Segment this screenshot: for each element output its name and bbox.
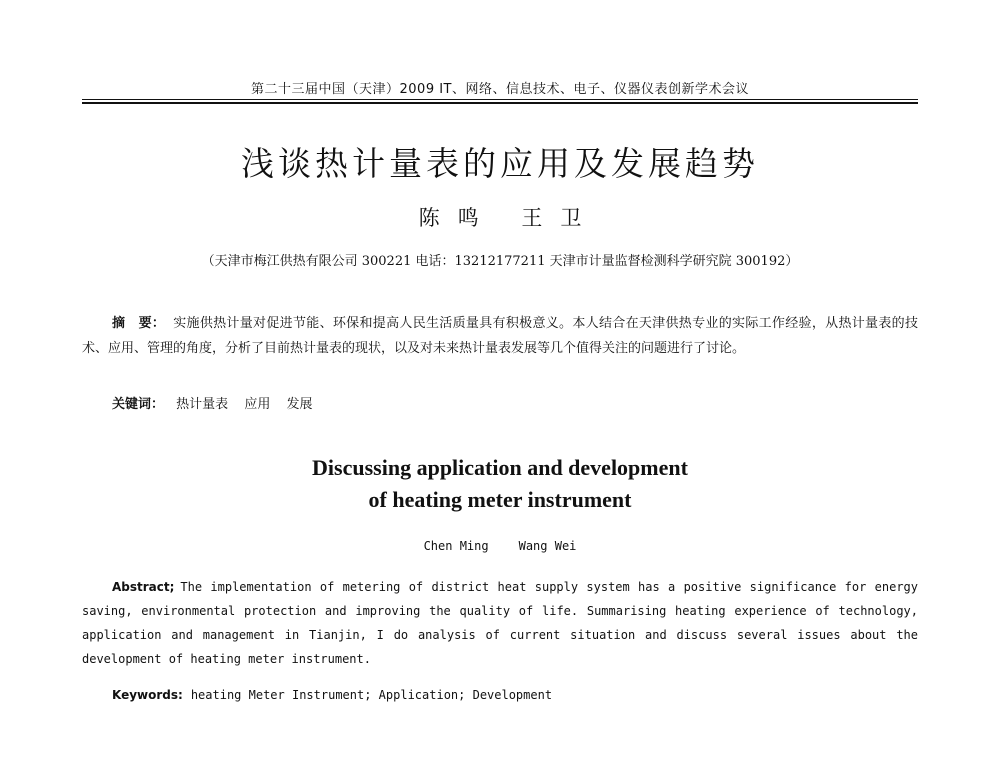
conference-header: 第二十三届中国（天津）2009 IT、网络、信息技术、电子、仪器仪表创新学术会议 bbox=[251, 82, 749, 97]
chinese-affiliation: （天津市梅江供热有限公司 300221 电话：13212177211 天津市计量监督检测科学研究院 300192） bbox=[201, 254, 799, 269]
header-rule-thin bbox=[82, 99, 918, 100]
english-keywords-label: Keywords: bbox=[112, 688, 183, 702]
chinese-keyword: 发展 bbox=[286, 397, 313, 412]
chinese-keywords-label: 关键词： bbox=[112, 397, 165, 412]
english-abstract-text: The implementation of metering of district heat supply system has a positive significance for energy saving, environmental protection and improving the quality of life. Summarising heating experience of technology, application and management in Tianjin, I do analysis of current situation and discuss several issues about the development of heating meter instrument. bbox=[82, 580, 918, 666]
english-abstract bbox=[82, 575, 918, 671]
english-author: Chen Ming bbox=[423, 539, 489, 553]
english-title-line-1: Discussing application and development bbox=[312, 455, 688, 480]
header-rule-thick bbox=[82, 102, 918, 104]
english-author: Wang Wei bbox=[518, 539, 577, 553]
chinese-title: 浅谈热计量表的应用及发展趋势 bbox=[241, 144, 759, 183]
english-title bbox=[0, 452, 1000, 516]
english-keywords-text: heating Meter Instrument; Application; Development bbox=[190, 688, 553, 702]
chinese-authors: 陈鸣 王卫 bbox=[418, 206, 600, 230]
chinese-abstract bbox=[82, 311, 918, 361]
chinese-keywords bbox=[112, 393, 324, 412]
chinese-abstract-label: 摘 要： bbox=[112, 316, 166, 331]
chinese-abstract-text: 实施供热计量对促进节能、环保和提高人民生活质量具有积极意义。本人结合在天津供热专业的实际工作经验，从热计量表的技术、应用、管理的角度，分析了目前热计量表的现状，以及对未来热计量表发展等几个值得关注的问题进行了讨论。 bbox=[82, 316, 918, 356]
chinese-keyword: 应用 bbox=[244, 397, 271, 412]
english-abstract-label: Abstract; bbox=[112, 580, 175, 594]
english-authors bbox=[0, 539, 1000, 553]
english-title-line-2: of heating meter instrument bbox=[368, 487, 632, 512]
chinese-keyword: 热计量表 bbox=[176, 397, 229, 412]
english-keywords bbox=[112, 688, 552, 702]
